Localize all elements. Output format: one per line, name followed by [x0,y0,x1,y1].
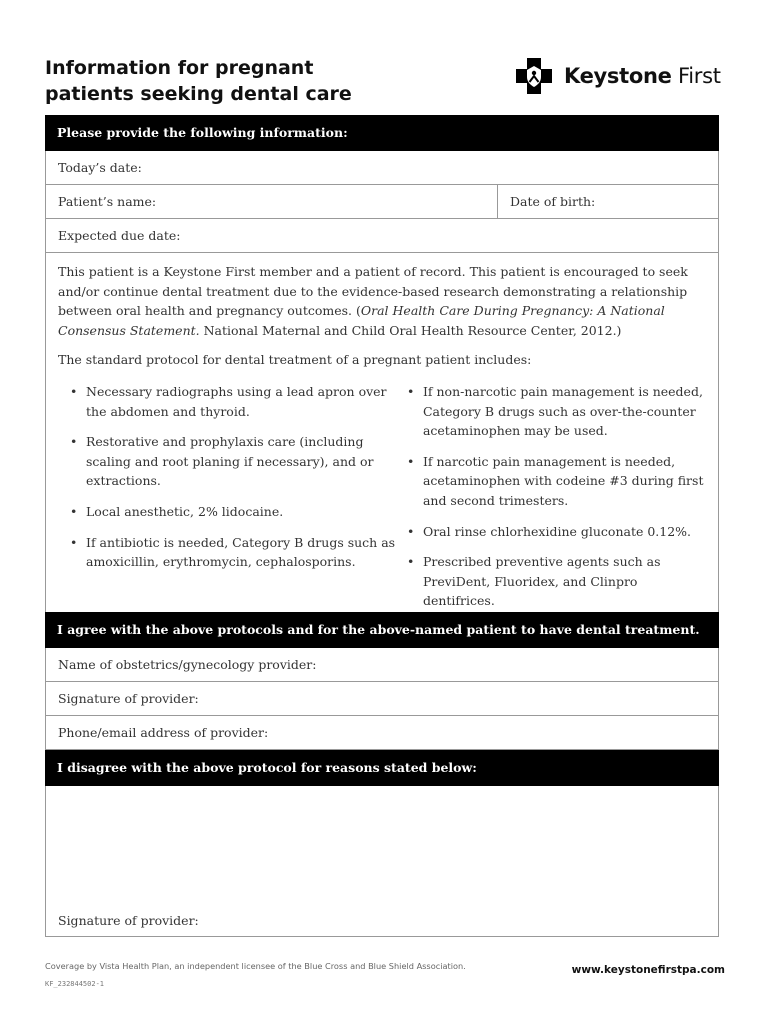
disagree-signature-label: Signature of provider: [58,913,199,928]
provider-contact-field[interactable]: Phone/email address of provider: [45,716,719,750]
provider-name-field[interactable]: Name of obstetrics/gynecology provider: [45,648,719,682]
section-heading-disagree: I disagree with the above protocol for reasons stated below: [45,750,719,786]
list-item: • Oral rinse chlorhexidine gluconate 0.12%. [405,522,706,542]
title-line-2: patients seeking dental care [45,83,352,105]
section-heading-info: Please provide the following information: [45,115,719,151]
coverage-note: Coverage by Vista Health Plan, an independent licensee of the Blue Cross and Blue Shield Association. [45,961,466,971]
list-item: • Prescribed preventive agents such as PreviDent, Fluoridex, and Clinpro dentifrices. [405,552,706,611]
list-item: • If antibiotic is needed, Category B drugs such as amoxicillin, erythromycin, cephalosporins. [68,533,397,572]
disagree-reasons-field[interactable] [45,786,719,937]
section-heading-agree: I agree with the above protocols and for the above-named patient to have dental treatment. [45,612,719,648]
list-item: • Local anesthetic, 2% lidocaine. [68,502,397,522]
protocol-intro: The standard protocol for dental treatment of a pregnant patient includes: [58,352,532,368]
title-line-1: Information for pregnant [45,57,314,79]
citation-title: Oral Health Care During Pregnancy: A National Consensus Statement. [58,303,665,338]
protocol-columns [58,382,706,622]
provider-signature-field[interactable]: Signature of provider: [45,682,719,716]
due-date-field[interactable]: Expected due date: [45,219,719,253]
page-title [45,55,385,107]
patient-row [45,185,719,219]
brand-logo [514,56,721,96]
todays-date-field[interactable]: Today’s date: [45,151,719,185]
brand-name [564,64,721,88]
intro-paragraph [58,262,706,340]
cross-shield-icon [514,56,554,96]
date-of-birth-field[interactable]: Date of birth: [510,194,596,209]
brand-name-bold: Keystone [564,64,672,88]
citation-rest: National Maternal and Child Oral Health Resource Center, 2012.) [199,322,622,338]
protocol-description [45,253,719,612]
list-item: • If non-narcotic pain management is needed, Category B drugs such as over-the-counter acetaminophen may be used. [405,382,706,441]
brand-name-light: First [671,64,721,88]
website-link[interactable]: www.keystonefirstpa.com [571,964,725,976]
form-code: KF_232844502-1 [45,980,105,988]
list-item: • Necessary radiographs using a lead apron over the abdomen and thyroid. [68,382,397,421]
intro-text: This patient is a Keystone First member and a patient of record. This patient is encouraged to seek and/or continue dental treatment due to the evidence-based research demonstrating a relationship between oral health and pregnancy outcomes. ( [58,264,688,319]
protocol-list-right [397,382,706,622]
list-item: • Restorative and prophylaxis care (including scaling and root planing if necessary), and or extractions. [68,432,397,491]
protocol-list-left [58,382,397,622]
patient-name-field[interactable]: Patient’s name: [46,185,498,218]
list-item: • If narcotic pain management is needed, acetaminophen with codeine #3 during first and second trimesters. [405,452,706,511]
dental-care-form [45,115,719,937]
